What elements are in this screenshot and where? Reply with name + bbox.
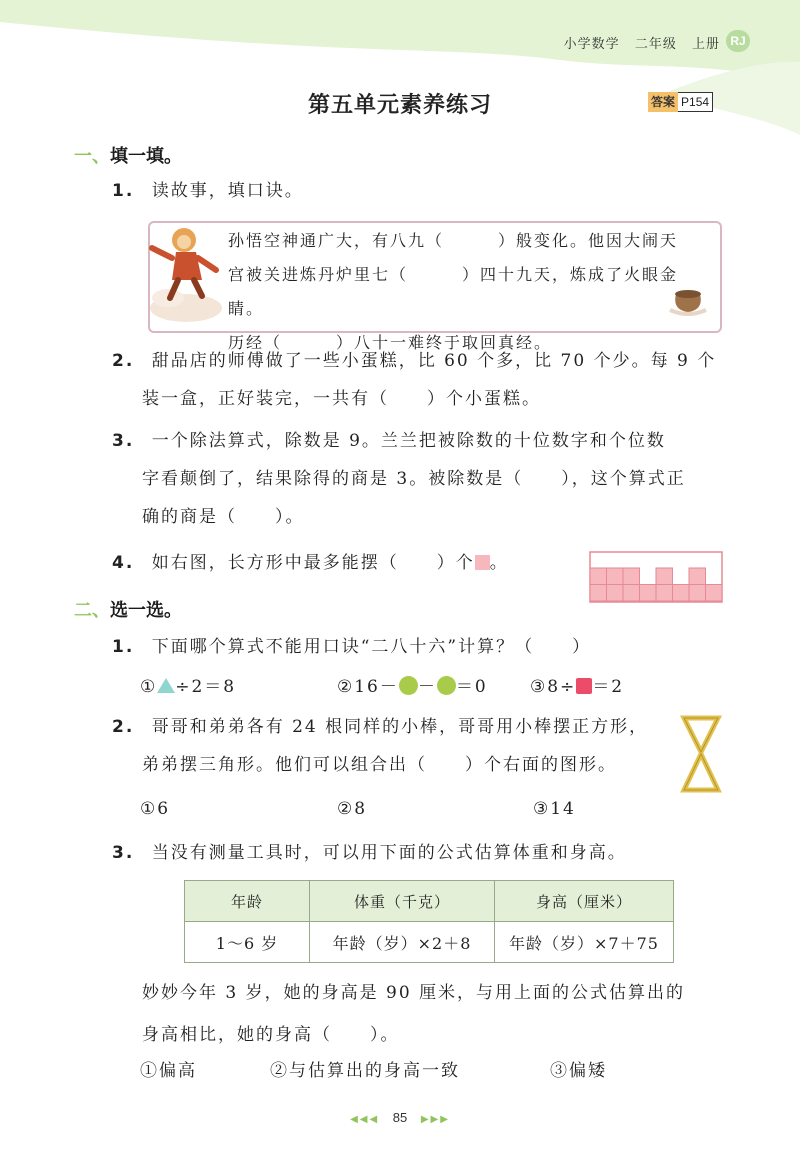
- table-header-row: [185, 881, 674, 922]
- question-1-4: [112, 544, 509, 582]
- table-header: 身高（厘米）: [495, 881, 674, 922]
- rectangle-squares-figure: [589, 551, 723, 603]
- section-number: 二、: [74, 600, 110, 621]
- story-text: [228, 224, 708, 360]
- option-a: ①6: [140, 799, 171, 819]
- story-line: 宫被关进炼丹炉里七（ ）四十九天，炼成了火眼金睛。: [228, 265, 679, 318]
- edition-badge: RJ: [726, 30, 750, 52]
- section-number: 一、: [74, 146, 110, 167]
- question-line: 字看颠倒了，结果除得的商是 3。被除数是（ ），这个算式正: [142, 469, 686, 489]
- question-line: 妙妙今年 3 岁，她的身高是 90 厘米，与用上面的公式估算出的: [142, 983, 686, 1003]
- question-line: 确的商是（ ）。: [142, 507, 305, 527]
- answer-page: P154: [678, 92, 713, 112]
- question-2-1: [112, 628, 591, 666]
- table-header: 年龄: [185, 881, 310, 922]
- question-1-3: [112, 422, 686, 536]
- question-number: 4.: [112, 553, 135, 573]
- volume-label: 上册: [691, 37, 720, 52]
- answer-label: 答案: [648, 92, 678, 112]
- question-line: 弟弟摆三角形。他们可以组合出（ ）个右面的图形。: [142, 755, 617, 775]
- option-b: ②与估算出的身高一致: [270, 1061, 460, 1081]
- red-square-icon: [576, 678, 592, 694]
- question-line: 装一盒，正好装完，一共有（ ）个小蛋糕。: [142, 389, 541, 409]
- question-number: 1.: [112, 181, 135, 201]
- grade-label: 二年级: [634, 37, 677, 52]
- option-3: [530, 668, 624, 706]
- table-cell: 年龄（岁）×7＋75: [495, 922, 674, 963]
- table-cell: 1～6 岁: [185, 922, 310, 963]
- option-c: ③偏矮: [550, 1061, 607, 1081]
- table-row: [185, 922, 674, 963]
- option-text: ÷2＝8: [175, 677, 237, 697]
- question-number: 3.: [112, 843, 135, 863]
- question-2-3-body: [142, 974, 685, 1054]
- formula-table: [184, 880, 674, 963]
- question-line: 哥哥和弟弟各有 24 根同样的小棒，哥哥用小棒摆正方形，: [151, 717, 649, 737]
- option-text: ③8÷: [530, 677, 577, 697]
- section-label: 选一选。: [110, 600, 182, 621]
- option-2: [337, 668, 488, 706]
- question-1-1: [112, 172, 304, 210]
- option-c: ③14: [533, 799, 576, 819]
- option-a: ①偏高: [140, 1061, 197, 1081]
- question-line: 甜品店的师傅做了一些小蛋糕，比 60 个多，比 70 个少。每 9 个: [151, 351, 717, 371]
- question-2-2: [112, 708, 648, 784]
- green-circle-icon: [437, 676, 456, 695]
- option-1: [140, 668, 236, 706]
- question-number: 3.: [112, 431, 135, 451]
- subject-label: 小学数学: [563, 37, 620, 52]
- question-number: 2.: [112, 717, 135, 737]
- option-b: ②8: [337, 799, 368, 819]
- option-text: －: [417, 677, 437, 697]
- section-label: 填一填。: [110, 146, 182, 167]
- page-footer: [0, 1110, 800, 1125]
- green-circle-icon: [399, 676, 418, 695]
- page-number: 85: [392, 1110, 408, 1125]
- question-text-end: 。: [489, 553, 509, 573]
- option-text: ＝0: [455, 677, 488, 697]
- story-line: 孙悟空神通广大，有八九（ ）般变化。他因大闹天: [228, 231, 679, 250]
- triangle-icon: [157, 678, 175, 693]
- answer-reference: [648, 92, 713, 112]
- question-1-2: [112, 342, 716, 418]
- option-text: ＝2: [592, 677, 625, 697]
- question-line: 身高相比，她的身高（ ）。: [142, 1025, 400, 1045]
- table-cell: 年龄（岁）×2＋8: [310, 922, 495, 963]
- question-text: 读故事，填口诀。: [151, 181, 304, 201]
- option-text: ②16－: [337, 677, 399, 697]
- monkey-king-illustration: [146, 218, 226, 328]
- question-number: 1.: [112, 637, 135, 657]
- right-arrows-icon: ▶▶▶: [420, 1114, 450, 1125]
- section-heading-1: [74, 142, 182, 168]
- question-line: 一个除法算式，除数是 9。兰兰把被除数的十位数字和个位数: [151, 431, 666, 451]
- question-2-3: [112, 834, 627, 872]
- table-header: 体重（千克）: [310, 881, 495, 922]
- header-info: [554, 33, 720, 52]
- question-text: 当没有测量工具时，可以用下面的公式估算体重和身高。: [151, 843, 627, 863]
- option-marker: ①: [140, 677, 158, 697]
- story-line: 历经（ ）八十一难终于取回真经。: [228, 333, 553, 352]
- question-text: 下面哪个算式不能用口诀“二八十六”计算？（ ）: [151, 637, 592, 657]
- sticks-figure: [676, 712, 726, 796]
- page-title: 第五单元素养练习: [307, 93, 492, 118]
- pink-square-icon: [475, 555, 490, 570]
- section-heading-2: [74, 596, 182, 622]
- left-arrows-icon: ◀◀◀: [350, 1114, 380, 1125]
- question-number: 2.: [112, 351, 135, 371]
- question-text: 如右图，长方形中最多能摆（ ）个: [151, 553, 475, 573]
